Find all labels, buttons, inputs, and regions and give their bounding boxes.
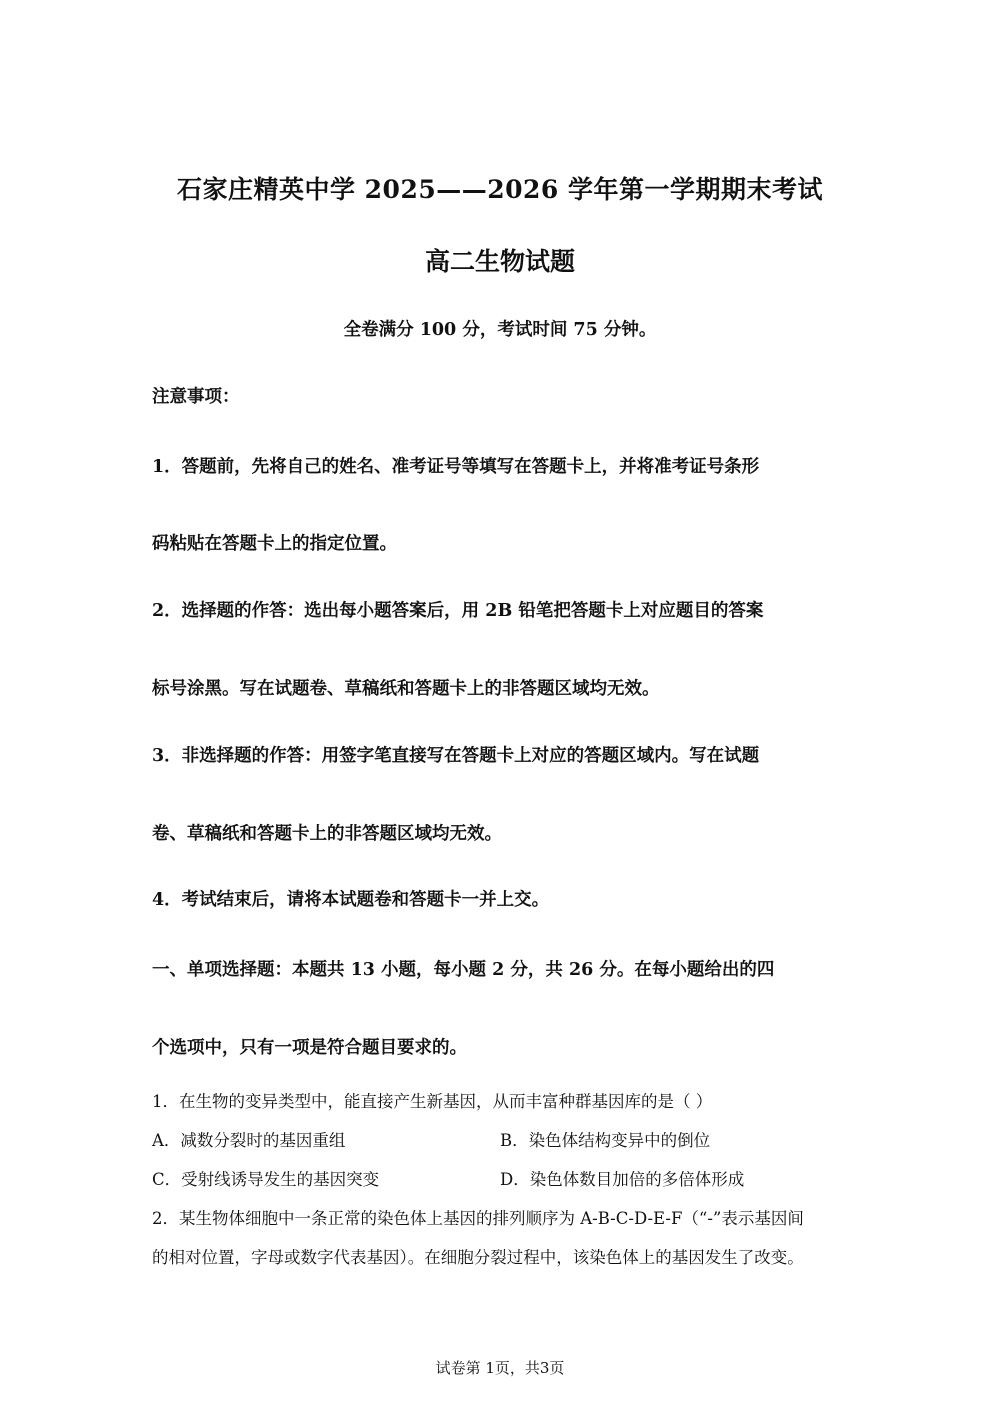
question-1-option-c: C．受射线诱导发生的基因突变 (152, 1170, 380, 1189)
exam-title: 石家庄精英中学 2025——2026 学年第一学期期末考试 (176, 175, 824, 204)
question-1-option-d: D．染色体数目加倍的多倍体形成 (500, 1170, 745, 1189)
notice-item-1-line-2: 码粘贴在答题卡上的指定位置。 (152, 534, 397, 554)
notice-item-4: 4．考试结束后，请将本试题卷和答题卡一并上交。 (152, 890, 550, 910)
notice-item-3-line-2: 卷、草稿纸和答题卡上的非答题区域均无效。 (152, 824, 502, 844)
notice-item-1-line-1: 1．答题前，先将自己的姓名、准考证号等填写在答题卡上，并将准考证号条形 (152, 457, 760, 477)
question-1-option-b: B．染色体结构变异中的倒位 (500, 1131, 711, 1150)
question-2-line-2: 的相对位置，字母或数字代表基因）。在细胞分裂过程中，该染色体上的基因发生了改变。 (152, 1248, 804, 1267)
page-footer: 试卷第 1页，共3页 (435, 1359, 565, 1377)
question-1-option-a: A．减数分裂时的基因重组 (152, 1131, 346, 1150)
section-1-heading-line-1: 一、单项选择题：本题共 13 小题，每小题 2 分，共 26 分。在每小题给出的四 (152, 960, 775, 980)
notice-item-2-line-1: 2．选择题的作答：选出每小题答案后，用 2B 铅笔把答题卡上对应题目的答案 (152, 601, 764, 621)
notice-item-2-line-2: 标号涂黑。写在试题卷、草稿纸和答题卡上的非答题区域均无效。 (152, 679, 660, 699)
score-time-note: 全卷满分 100 分，考试时间 75 分钟。 (343, 320, 657, 340)
section-1-heading-line-2: 个选项中，只有一项是符合题目要求的。 (152, 1038, 467, 1058)
exam-subject-title: 高二生物试题 (424, 247, 575, 276)
question-2-line-1: 2．某生物体细胞中一条正常的染色体上基因的排列顺序为 A-B-C-D-E-F（“-”表示基因间 (152, 1209, 804, 1228)
question-1-stem: 1．在生物的变异类型中，能直接产生新基因，从而丰富种群基因库的是（ ） (152, 1092, 713, 1111)
notice-item-3-line-1: 3．非选择题的作答：用签字笔直接写在答题卡上对应的答题区域内。写在试题 (152, 746, 760, 766)
notice-heading: 注意事项： (152, 387, 240, 407)
